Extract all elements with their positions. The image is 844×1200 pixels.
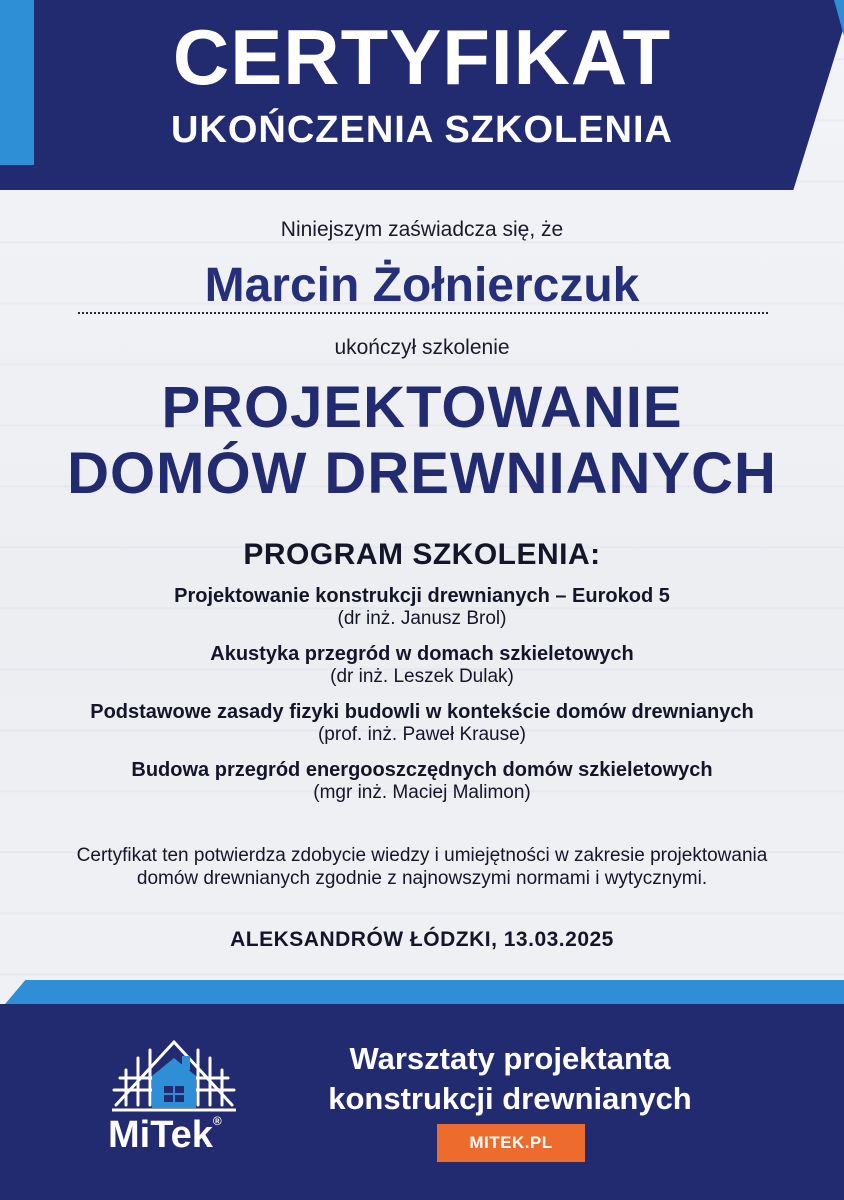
intro-text: Niniejszym zaświadcza się, że xyxy=(280,218,564,241)
module-lecturer: (prof. inż. Paweł Krause) xyxy=(317,724,527,745)
certificate-title: CERTYFIKAT xyxy=(172,13,672,101)
statement-line-1: Certyfikat ten potwierdza zdobycie wiedzy i umiejętności w zakresie projektowania xyxy=(76,845,768,866)
mitek-logo-text xyxy=(108,1114,222,1157)
logo-wordmark: MiTek xyxy=(108,1114,213,1156)
footer-tagline-line-1: Warsztaty projektanta xyxy=(349,1041,671,1076)
completed-text: ukończył szkolenie xyxy=(334,336,510,359)
module-lecturer: (dr inż. Leszek Dulak) xyxy=(330,666,514,687)
course-title-line-1: PROJEKTOWANIE xyxy=(161,375,683,440)
module-lecturer: (mgr inż. Maciej Malimon) xyxy=(313,782,531,803)
program-module xyxy=(0,700,844,746)
program-module xyxy=(0,642,844,688)
registered-mark: ® xyxy=(212,1114,222,1128)
recipient-name: Marcin Żołnierczuk xyxy=(204,259,640,312)
certificate-subtitle: UKOŃCZENIA SZKOLENIA xyxy=(170,109,674,151)
program-module xyxy=(0,584,844,630)
place-and-date: ALEKSANDRÓW ŁÓDZKI, 13.03.2025 xyxy=(230,928,614,951)
certificate-statement xyxy=(40,844,804,890)
module-title: Akustyka przegród w domach szkieletowych xyxy=(210,643,634,665)
module-title: Projektowanie konstrukcji drewnianych – Eurokod 5 xyxy=(174,585,670,607)
module-lecturer: (dr inż. Janusz Brol) xyxy=(337,608,507,629)
website-link[interactable]: MITEK.PL xyxy=(437,1124,585,1162)
footer-tagline-line-2: konstrukcji drewnianych xyxy=(328,1081,692,1116)
course-title-line-2: DOMÓW DREWNIANYCH xyxy=(67,441,777,506)
module-title: Budowa przegród energooszczędnych domów szkieletowych xyxy=(131,759,713,781)
module-title: Podstawowe zasady fizyki budowli w kontekście domów drewnianych xyxy=(90,701,754,723)
program-heading: PROGRAM SZKOLENIA: xyxy=(243,538,601,571)
program-module xyxy=(0,758,844,804)
statement-line-2: domów drewnianych zgodnie z najnowszymi normami i wytycznymi. xyxy=(136,868,708,889)
